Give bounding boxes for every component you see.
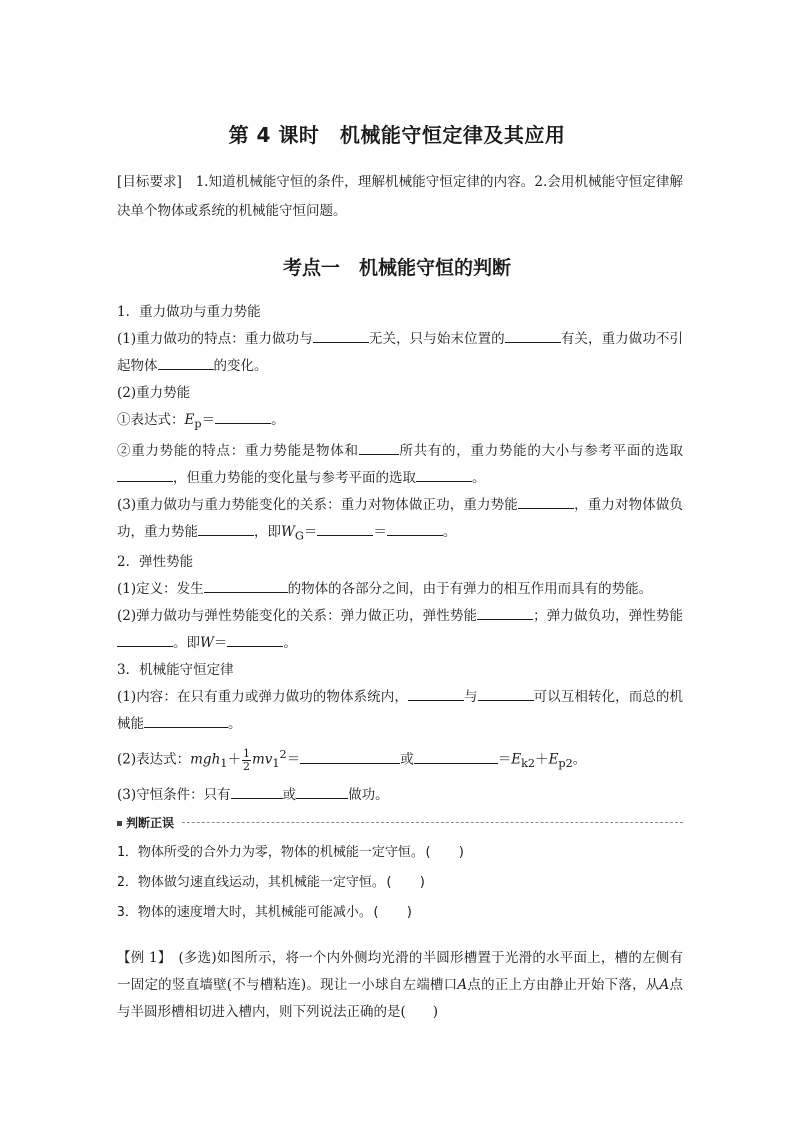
paragraph-10: (3)守恒条件：只有 或 做功。 [117, 782, 683, 809]
goal-text: 1.知道机械能守恒的条件，理解机械能守恒定律的内容。2.会用机械能守恒定律解决单个物体或系统的机械能守恒问题。 [117, 174, 683, 219]
section-title: 考点一 机械能守恒的判断 [282, 257, 511, 279]
paragraph-1: (1)重力做功的特点：重力做功与 无关，只与始末位置的 有关，重力做功不引起物体 的变化。 [117, 326, 683, 380]
fill-blank[interactable] [227, 632, 283, 647]
fill-blank[interactable] [505, 328, 561, 343]
heading-1: 1．重力做功与重力势能 [117, 304, 261, 320]
fill-blank[interactable] [414, 749, 498, 764]
paragraph-6: (1)定义：发生 的物体的各部分之间，由于有弹力的相互作用而具有的势能。 [117, 576, 683, 603]
fill-blank[interactable] [117, 467, 173, 482]
judge-item: 1．物体所受的合外力为零，物体的机械能一定守恒。( ) [117, 845, 466, 860]
paragraph-2: (2)重力势能 [117, 385, 191, 401]
paragraph-9: (2)表达式：mgh$_1$＋ $\frac{1}{2}$ $mv_1^2=$ 或 $=E_{k2}+E_{p2}$。 [117, 746, 587, 773]
judge-list [117, 838, 683, 928]
judge-label: 判断正误 [126, 816, 175, 830]
fill-blank[interactable] [387, 521, 443, 536]
lesson-title: 第 4 课时 机械能守恒定律及其应用 [228, 123, 566, 147]
judge-section-header [117, 815, 683, 829]
learning-goal [117, 168, 683, 226]
ep-symbol: E [184, 412, 195, 428]
example-label: 【例 1】 [117, 950, 165, 966]
example-1: 【例 1】 (多选)如图所示，将一个内外侧均光滑的半圆形槽置于光滑的水平面上，槽的左侧有一固定的竖直墙壁(不与槽粘连)。现让一小球自左端槽口A点的正上方由静止开始下落，从A点与半圆形槽相切进入槽内，则下列说法正确的是( ) [117, 950, 684, 1020]
fill-blank[interactable] [408, 686, 464, 701]
fill-blank[interactable] [204, 578, 288, 593]
fill-blank[interactable] [198, 521, 254, 536]
fill-blank[interactable] [144, 713, 228, 728]
square-bullet-icon [117, 821, 122, 826]
paragraph-5: (3)重力做功与重力势能变化的关系：重力对物体做正功，重力势能 ，重力对物体做负功，重力势能 ，即$W_G=$ ＝ 。 [117, 492, 683, 550]
fill-blank[interactable] [215, 409, 271, 424]
goal-label: [目标要求] [117, 174, 182, 190]
fill-blank[interactable] [231, 784, 283, 799]
fill-blank[interactable] [300, 749, 400, 764]
fill-blank[interactable] [416, 467, 472, 482]
fill-blank[interactable] [313, 328, 369, 343]
heading-2: 2．弹性势能 [117, 554, 194, 571]
dashed-divider [117, 822, 683, 823]
fill-blank[interactable] [296, 784, 348, 799]
paragraph-7: (2)弹力做功与弹性势能变化的关系：弹力做正功，弹性势能 ；弹力做负功，弹性势能。即W＝ 。 [117, 603, 683, 657]
paragraph-3: ①表达式：$E_p=$ 。 [117, 407, 683, 438]
fill-blank[interactable] [359, 440, 399, 455]
fill-blank[interactable] [478, 686, 534, 701]
fraction-one-half: $\frac{1}{2}$ [242, 746, 250, 773]
fill-blank[interactable] [117, 632, 173, 647]
fill-blank[interactable] [317, 521, 373, 536]
fill-blank[interactable] [477, 605, 533, 620]
paragraph-8: (1)内容：在只有重力或弹力做功的物体系统内， 与 可以互相转化，而总的机械能 。 [117, 684, 683, 738]
fill-blank[interactable] [518, 494, 574, 509]
content-body [117, 299, 683, 809]
judge-item: 3．物体的速度增大时，其机械能可能减小。( ) [117, 905, 414, 920]
heading-3: 3．机械能守恒定律 [117, 662, 234, 679]
judge-item: 2．物体做匀速直线运动，其机械能一定守恒。( ) [117, 875, 427, 890]
fill-blank[interactable] [158, 355, 214, 370]
paragraph-4: ②重力势能的特点：重力势能是物体和 所共有的，重力势能的大小与参考平面的选取，但重力势能的变化量与参考平面的选取 。 [117, 438, 683, 492]
